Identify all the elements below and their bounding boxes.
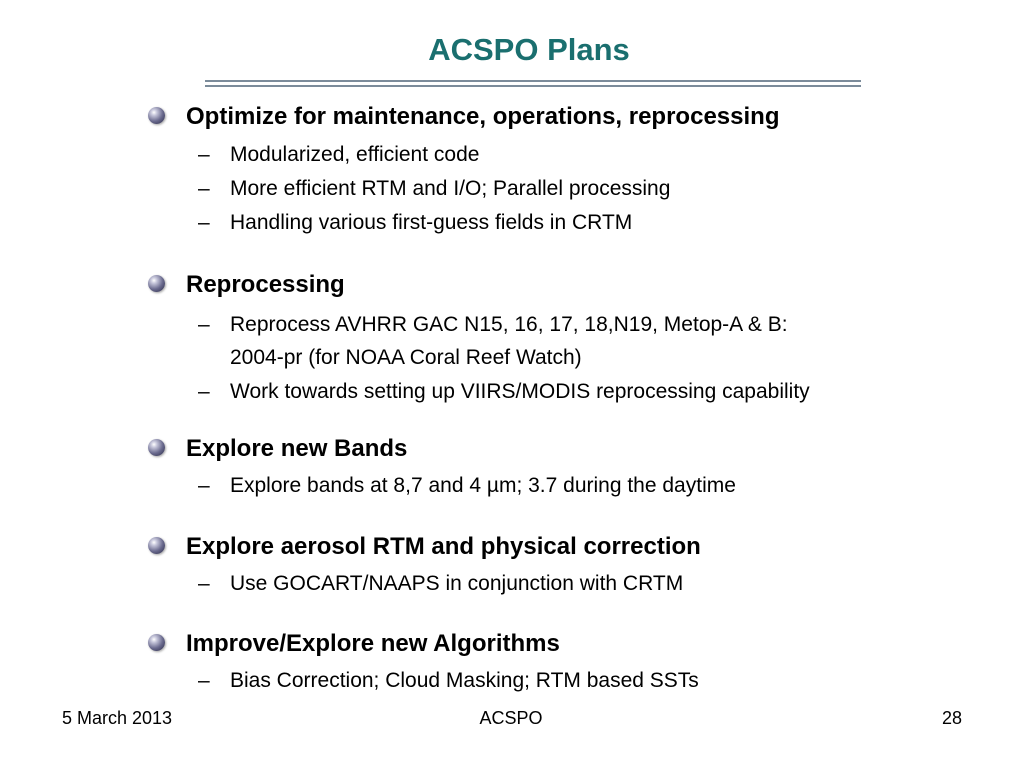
list-item: – Reprocess AVHRR GAC N15, 16, 17, 18,N19, Metop-A & B: (148, 309, 950, 340)
section-aerosol (148, 531, 950, 599)
dash-bullet-icon: – (198, 211, 210, 234)
list-item: – Handling various first-guess fields in CRTM (148, 207, 950, 238)
sphere-bullet-icon (148, 275, 165, 292)
list-item: – More efficient RTM and I/O; Parallel processing (148, 173, 950, 204)
footer-page-number: 28 (941, 708, 962, 728)
dash-bullet-icon: – (198, 177, 210, 200)
dash-bullet-icon: – (198, 313, 210, 336)
dash-bullet-icon: – (198, 143, 210, 166)
list-item: – Use GOCART/NAAPS in conjunction with CRTM (148, 568, 950, 599)
section-optimize (148, 101, 950, 238)
title-divider-bottom (205, 85, 861, 87)
list-item-continuation: 2004-pr (for NOAA Coral Reef Watch) (230, 346, 582, 369)
section-bands (148, 433, 950, 501)
sphere-bullet-icon (148, 634, 165, 651)
section-heading: Explore aerosol RTM and physical correction (186, 533, 701, 560)
title-divider-top (205, 80, 861, 82)
list-item: – Modularized, efficient code (148, 139, 950, 170)
sphere-bullet-icon (148, 107, 165, 124)
sphere-bullet-icon (148, 537, 165, 554)
section-reprocessing (148, 269, 950, 407)
dash-bullet-icon: – (198, 474, 210, 497)
sphere-bullet-icon (148, 439, 165, 456)
section-heading: Improve/Explore new Algorithms (186, 630, 560, 657)
section-heading: Explore new Bands (186, 435, 408, 462)
section-algorithms (148, 628, 950, 696)
section-heading: Optimize for maintenance, operations, reprocessing (186, 103, 780, 130)
dash-bullet-icon: – (198, 572, 210, 595)
footer-date: 5 March 2013 (62, 708, 173, 728)
slide-title: ACSPO Plans (428, 32, 630, 67)
dash-bullet-icon: – (198, 669, 210, 692)
dash-bullet-icon: – (198, 380, 210, 403)
list-item: – Work towards setting up VIIRS/MODIS reprocessing capability (148, 376, 950, 407)
section-heading: Reprocessing (186, 271, 345, 298)
list-item: – Bias Correction; Cloud Masking; RTM based SSTs (148, 665, 950, 696)
list-item: – Explore bands at 8,7 and 4 µm; 3.7 during the daytime (148, 470, 950, 501)
footer-title: ACSPO (479, 708, 543, 728)
